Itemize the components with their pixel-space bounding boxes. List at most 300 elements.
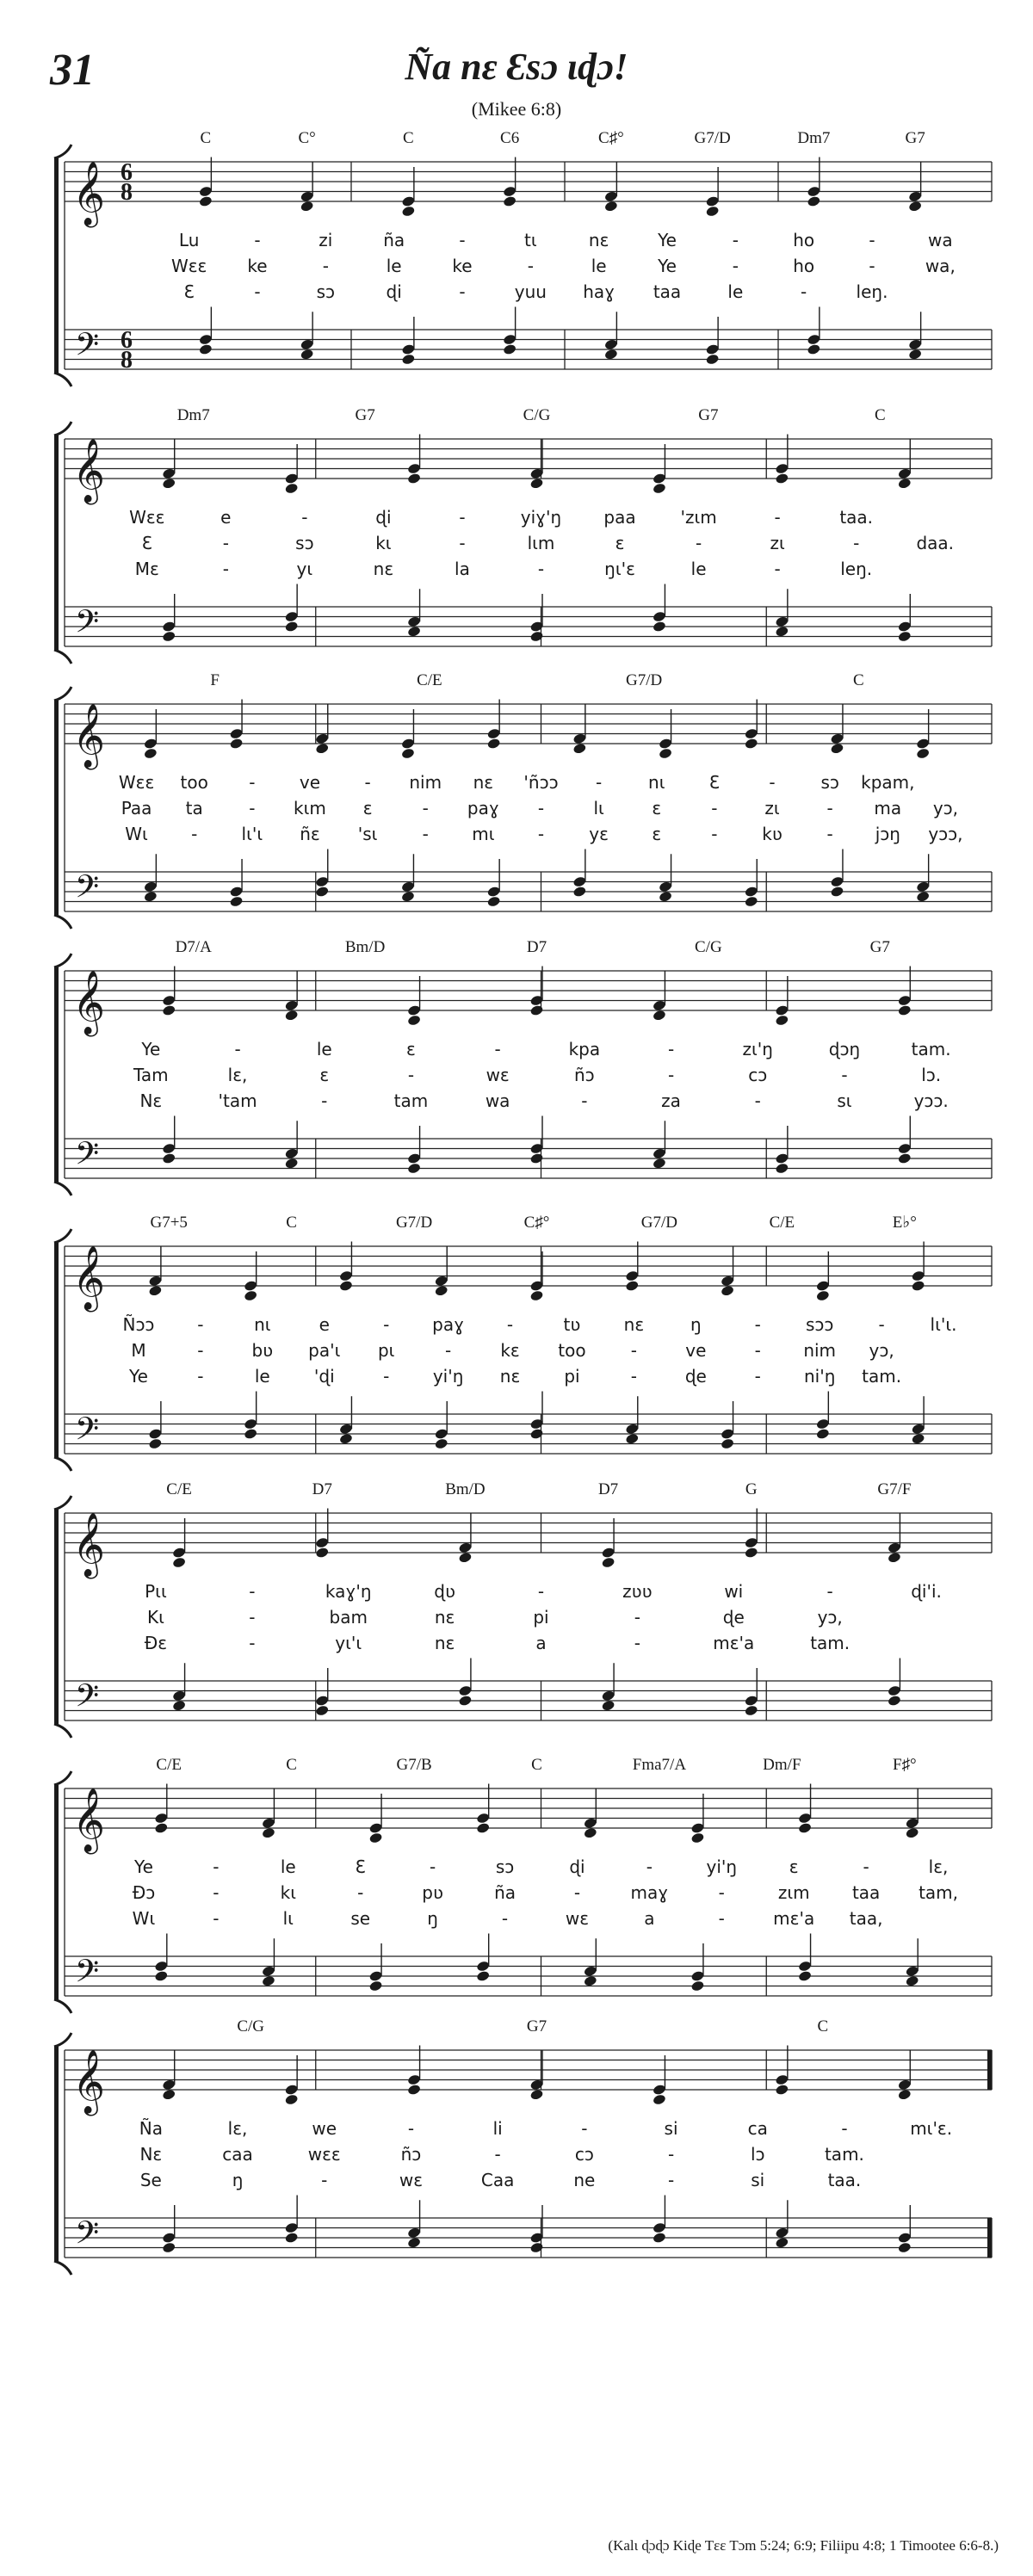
bass-note — [911, 1433, 925, 1445]
lyric-syllable: Ye — [134, 1856, 153, 1877]
bass-note — [897, 1152, 912, 1164]
lyric-syllable: tɩ — [524, 230, 537, 250]
lyric-syllable: zɩm — [777, 1882, 810, 1903]
treble-note — [798, 1822, 813, 1834]
treble-note — [659, 747, 673, 759]
lyric-syllable: - — [357, 1882, 364, 1903]
lyric-syllable: nim — [409, 772, 442, 793]
lyric-syllable: ña — [383, 230, 405, 250]
final-barline — [987, 2050, 992, 2090]
lyric-syllable: Ɖɛ — [144, 1633, 168, 1653]
bass-note — [284, 2232, 299, 2244]
treble-note — [807, 195, 821, 207]
lyric-syllable: mɩ — [472, 824, 495, 844]
lyric-syllable: le — [690, 559, 707, 579]
lyric-syllable: Wɛɛ — [170, 256, 207, 276]
treble-note — [434, 1285, 448, 1297]
lyric-syllable: sɔ — [820, 772, 839, 793]
treble-note — [744, 738, 758, 750]
lyric-syllable: yɛ — [589, 824, 609, 844]
lyric-syllable: - — [667, 1039, 675, 1059]
treble-note — [162, 478, 176, 490]
lyric-syllable: yɔɔ, — [928, 824, 963, 844]
lyric-syllable: ñɛ — [300, 824, 320, 844]
lyric-syllable: yɔ, — [932, 798, 959, 819]
lyric-syllable: ɖi — [375, 507, 392, 528]
lyric-syllable: zʋʋ — [622, 1581, 653, 1602]
lyric-syllable: nɛ — [623, 1314, 645, 1335]
bass-note — [807, 343, 821, 355]
bass-clef: 𝄢 — [74, 1953, 100, 1998]
system-bracket — [54, 915, 71, 929]
lyric-syllable: Nɛ — [139, 2144, 163, 2165]
lyric-syllable: - — [459, 281, 466, 302]
lyric-syllable: sɔ — [295, 533, 314, 553]
chord-symbol: Bm/D — [344, 938, 386, 956]
lyric-syllable: nɩ — [648, 772, 665, 793]
treble-clef: 𝄞 — [72, 2050, 105, 2114]
lyric-syllable: kʋ — [762, 824, 782, 844]
lyric-syllable: ɛ — [789, 1856, 799, 1877]
treble-note — [897, 478, 912, 490]
lyric-syllable: yɩ'ɩ — [335, 1633, 362, 1653]
bass-note — [601, 1700, 615, 1712]
bass-note — [229, 895, 244, 907]
chord-symbol: G7/B — [396, 1756, 432, 1774]
bass-clef: 𝄢 — [74, 868, 100, 913]
treble-note — [407, 1014, 422, 1026]
lyric-syllable: tam — [393, 1090, 429, 1111]
lyric-syllable: - — [596, 772, 603, 793]
lyric-syllable: Tam — [133, 1065, 169, 1085]
lyric-syllable: kpa — [568, 1039, 601, 1059]
lyric-syllable: - — [863, 1856, 869, 1877]
lyric-syllable: - — [430, 1856, 436, 1877]
treble-note — [339, 1280, 354, 1292]
lyric-syllable: ŋ — [690, 1314, 702, 1335]
bass-clef: 𝄢 — [74, 1677, 100, 1722]
lyric-syllable: - — [634, 1633, 640, 1653]
lyric-syllable: - — [869, 256, 875, 276]
lyric-syllable: nɛ — [499, 1366, 521, 1387]
lyric-syllable: nɛ — [434, 1633, 455, 1653]
system-bracket — [54, 1785, 59, 1999]
lyric-syllable: tʋ — [563, 1314, 581, 1335]
lyric-syllable: Nɛ — [139, 1090, 163, 1111]
lyric-syllable: - — [494, 2144, 501, 2165]
treble-note — [775, 473, 789, 485]
lyric-syllable: tam. — [810, 1633, 851, 1653]
system-bracket — [54, 1999, 71, 2013]
system-bracket — [54, 650, 71, 664]
chord-symbol: C — [853, 671, 864, 689]
lyric-syllable: kɩm — [294, 798, 326, 819]
lyric-syllable: ɖi — [386, 281, 402, 302]
lyric-syllable: lɛ, — [227, 2118, 248, 2139]
treble-clef: 𝄞 — [72, 1788, 105, 1852]
lyric-syllable: - — [459, 533, 466, 553]
lyric-syllable: si — [751, 2170, 765, 2190]
lyric-syllable: ɛ — [652, 824, 662, 844]
bass-note — [916, 891, 931, 903]
lyric-syllable: - — [581, 2118, 588, 2139]
bass-note — [148, 1437, 163, 1449]
bass-clef: 𝄢 — [74, 326, 100, 371]
chord-symbol: Bm/D — [445, 1480, 486, 1498]
lyric-syllable: pa'ɩ — [308, 1340, 341, 1361]
treble-note — [154, 1822, 169, 1834]
lyric-syllable: ɖe — [722, 1607, 745, 1628]
lyric-syllable: - — [301, 507, 308, 528]
bass-note — [486, 895, 501, 907]
lyric-syllable: - — [667, 2170, 675, 2190]
lyric-syllable: leŋ. — [856, 281, 888, 302]
treble-note — [653, 1010, 667, 1022]
lyric-syllable: lɩm — [527, 533, 555, 553]
treble-note — [368, 1832, 383, 1844]
lyric-syllable: kɛ — [500, 1340, 520, 1361]
lyric-syllable: le — [280, 1856, 296, 1877]
lyric-syllable: Pɩɩ — [145, 1581, 167, 1602]
lyric-syllable: le — [386, 256, 402, 276]
treble-note — [315, 1547, 330, 1559]
bass-note — [434, 1437, 448, 1449]
treble-note — [916, 747, 931, 759]
lyric-syllable: maɣ — [630, 1882, 669, 1903]
bass-note — [262, 1975, 276, 1987]
lyric-syllable: caa — [222, 2144, 253, 2165]
lyric-syllable: - — [222, 559, 229, 579]
system-bracket — [54, 1457, 71, 1471]
treble-note — [407, 2084, 422, 2096]
chord-symbol: G7+5 — [150, 1214, 188, 1232]
chord-symbol: Dm/F — [763, 1756, 801, 1774]
lyric-syllable: le — [254, 1366, 270, 1387]
treble-note — [625, 1280, 640, 1292]
lyric-syllable: - — [630, 1366, 638, 1387]
treble-note — [690, 1832, 705, 1844]
lyric-syllable: ne — [573, 2170, 596, 2190]
system-bracket — [54, 1771, 71, 1785]
time-signature: 8 — [121, 347, 133, 374]
lyric-syllable: ñɔ — [574, 1065, 595, 1085]
lyric-syllable: - — [537, 1581, 545, 1602]
lyric-syllable: taa, — [849, 1908, 883, 1929]
lyric-syllable: lɔ. — [921, 1065, 942, 1085]
lyric-syllable: yi'ŋ — [706, 1856, 738, 1877]
lyric-syllable: - — [422, 798, 429, 819]
lyric-syllable: Ɛ — [355, 1856, 366, 1877]
lyric-syllable: e — [220, 507, 232, 528]
bass-note — [775, 626, 789, 638]
lyric-syllable: lɛ, — [227, 1065, 248, 1085]
chord-symbol: C/E — [769, 1214, 795, 1232]
chord-symbol: D7/A — [175, 938, 212, 956]
lyric-syllable: lɩ'ɩ — [241, 824, 263, 844]
lyric-syllable: yɔ, — [817, 1607, 843, 1628]
lyric-syllable: mɛ'a — [713, 1633, 755, 1653]
bass-note — [458, 1695, 473, 1707]
lyric-syllable: yɔɔ. — [913, 1090, 949, 1111]
lyric-syllable: Wɛɛ — [118, 772, 155, 793]
lyric-syllable: pi — [533, 1607, 549, 1628]
lyric-syllable: ɛ — [319, 1065, 330, 1085]
chord-symbol: G7 — [869, 938, 890, 956]
bass-note — [154, 1970, 169, 1982]
lyric-syllable: - — [254, 281, 261, 302]
lyric-syllable: - — [506, 1314, 514, 1335]
lyric-syllable: le — [316, 1039, 332, 1059]
treble-note — [476, 1822, 491, 1834]
chord-symbol: G7/D — [626, 671, 663, 689]
bass-note — [172, 1700, 187, 1712]
treble-note — [897, 1004, 912, 1016]
chord-symbol: D7 — [312, 1480, 332, 1498]
treble-note — [604, 201, 619, 213]
lyric-syllable: ña — [494, 1882, 516, 1903]
bass-note — [908, 349, 923, 361]
bass-note — [690, 1980, 705, 1992]
bass-note — [476, 1970, 491, 1982]
lyric-syllable: ɖe — [684, 1366, 707, 1387]
lyric-syllable: - — [213, 1882, 220, 1903]
lyric-syllable: kaɣ'ŋ — [325, 1581, 372, 1602]
lyric-syllable: - — [197, 1366, 204, 1387]
treble-note — [775, 1014, 789, 1026]
lyric-syllable: - — [321, 2170, 328, 2190]
treble-note — [300, 201, 314, 213]
system-bracket — [54, 1182, 71, 1195]
lyric-syllable: wa — [485, 1090, 510, 1111]
lyric-syllable: ɛ — [406, 1039, 416, 1059]
lyric-syllable: - — [754, 1314, 761, 1335]
system-bracket — [54, 145, 71, 158]
bass-note — [705, 353, 720, 365]
lyric-syllable: - — [695, 533, 702, 553]
lyric-syllable: - — [383, 1314, 390, 1335]
lyric-syllable: yɩ — [296, 559, 313, 579]
chord-symbol: E♭° — [892, 1214, 917, 1232]
lyric-syllable: tam. — [862, 1366, 902, 1387]
bass-note — [368, 1980, 383, 1992]
lyric-syllable: tam. — [911, 1039, 951, 1059]
lyric-syllable: 'ñɔɔ — [523, 772, 559, 793]
chord-symbol: G7/F — [877, 1480, 912, 1498]
system-bracket — [54, 954, 71, 967]
bass-note — [625, 1433, 640, 1445]
system-bracket — [54, 422, 71, 436]
bass-note — [401, 891, 416, 903]
lyric-syllable: paɣ — [467, 798, 499, 819]
treble-note — [199, 195, 213, 207]
lyric-syllable: mɛ'a — [773, 1908, 815, 1929]
treble-note — [816, 1289, 831, 1301]
lyric-syllable: - — [249, 1607, 256, 1628]
treble-note — [744, 1547, 758, 1559]
treble-note — [830, 743, 844, 755]
lyric-syllable: le — [727, 281, 744, 302]
treble-note — [775, 2084, 789, 2096]
treble-note — [458, 1552, 473, 1564]
bass-note — [529, 1152, 544, 1164]
lyric-syllable: pɩ — [377, 1340, 395, 1361]
time-signature: 6 — [121, 159, 133, 186]
lyric-syllable: Wɩ — [132, 1908, 156, 1929]
lyric-syllable: - — [459, 507, 466, 528]
lyric-syllable: leŋ. — [840, 559, 873, 579]
bass-note — [144, 891, 158, 903]
lyric-syllable: Ye — [141, 1039, 161, 1059]
system-bracket — [54, 1243, 59, 1457]
lyric-syllable: - — [197, 1340, 204, 1361]
treble-note — [315, 743, 330, 755]
lyric-syllable: - — [646, 1856, 653, 1877]
lyric-syllable: wɛ — [486, 1065, 510, 1085]
treble-clef: 𝄞 — [72, 971, 105, 1035]
lyric-syllable: - — [459, 230, 466, 250]
bass-note — [401, 353, 416, 365]
treble-note — [721, 1285, 735, 1297]
lyric-syllable: mɩ'ɛ. — [910, 2118, 953, 2139]
lyric-syllable: nɛ — [588, 230, 609, 250]
treble-note — [172, 1556, 187, 1568]
chord-symbol: Fma7/A — [632, 1756, 687, 1774]
system-bracket — [54, 967, 59, 1182]
lyric-syllable: - — [711, 824, 718, 844]
lyric-syllable: Ye — [658, 256, 677, 276]
chord-symbol: C — [286, 1214, 297, 1232]
chord-symbol: D7 — [597, 1480, 619, 1498]
lyric-syllable: - — [878, 1314, 885, 1335]
lyric-syllable: - — [249, 772, 256, 793]
lyric-syllable: - — [718, 1882, 725, 1903]
lyric-syllable: zɩ — [764, 798, 780, 819]
lyric-syllable: - — [249, 798, 256, 819]
lyric-syllable: 'tam — [218, 1090, 257, 1111]
lyric-syllable: - — [841, 2118, 848, 2139]
lyric-syllable: - — [754, 1090, 761, 1111]
chord-symbol: Dm7 — [176, 406, 210, 424]
lyric-syllable: - — [826, 824, 833, 844]
lyric-syllable: M — [131, 1340, 146, 1361]
lyric-syllable: too — [558, 1340, 586, 1361]
lyric-syllable: - — [634, 1607, 640, 1628]
lyric-syllable: sɔɔ — [805, 1314, 834, 1335]
bass-clef: 𝄢 — [74, 2215, 100, 2259]
lyric-syllable: lɛ, — [928, 1856, 949, 1877]
lyric-syllable: ɖʋ — [434, 1581, 455, 1602]
lyric-syllable: lɩ — [593, 798, 604, 819]
lyric-syllable: taa — [851, 1882, 881, 1903]
lyric-syllable: - — [222, 533, 229, 553]
lyric-syllable: Mɛ — [134, 559, 159, 579]
system-bracket — [54, 1724, 71, 1738]
bass-note — [816, 1428, 831, 1440]
lyric-syllable: Ye — [658, 230, 677, 250]
chord-symbol: F♯° — [892, 1756, 917, 1774]
lyric-syllable: - — [826, 1581, 833, 1602]
treble-note — [229, 738, 244, 750]
lyric-syllable: le — [591, 256, 607, 276]
lyric-syllable: cɔ — [574, 2144, 594, 2165]
lyric-syllable: ve — [299, 772, 321, 793]
lyric-syllable: Ña — [139, 2118, 163, 2139]
lyric-syllable: Kɩ — [146, 1607, 164, 1628]
lyric-syllable: sɔ — [316, 281, 336, 302]
lyric-syllable: - — [249, 1633, 256, 1653]
lyric-syllable: 'ɖi — [313, 1366, 335, 1387]
treble-clef: 𝄞 — [72, 439, 105, 503]
treble-note — [908, 201, 923, 213]
chord-symbol: G7 — [905, 129, 925, 147]
lyric-syllable: taa. — [839, 507, 874, 528]
lyric-syllable: - — [732, 256, 739, 276]
bass-note — [653, 2232, 667, 2244]
lyric-syllable: - — [213, 1908, 220, 1929]
lyric-syllable: ve — [685, 1340, 707, 1361]
chord-symbol: C6 — [500, 129, 520, 147]
lyric-syllable: Paa — [121, 798, 152, 819]
lyric-syllable: ɖɔŋ — [828, 1039, 861, 1059]
chord-symbol: C° — [298, 129, 316, 147]
lyric-syllable: lɩ — [282, 1908, 294, 1929]
bass-clef: 𝄢 — [74, 603, 100, 648]
lyric-syllable: pʋ — [422, 1882, 443, 1903]
lyric-syllable: ma — [874, 798, 902, 819]
chord-symbol: C/G — [237, 2017, 265, 2035]
treble-note — [407, 473, 422, 485]
chord-symbol: G7 — [526, 2017, 547, 2035]
lyric-syllable: ŋ — [232, 2170, 244, 2190]
lyric-syllable: Caa — [480, 2170, 515, 2190]
bass-note — [300, 349, 314, 361]
lyric-syllable: ni'ŋ — [803, 1366, 836, 1387]
chord-symbol: C/G — [695, 938, 722, 956]
lyric-syllable: - — [667, 2144, 675, 2165]
lyric-syllable: paa — [603, 507, 636, 528]
lyric-syllable: Ɛ — [708, 772, 721, 793]
lyric-syllable: - — [197, 1314, 204, 1335]
lyric-syllable: we — [312, 2118, 337, 2139]
lyric-syllable: - — [841, 1065, 848, 1085]
treble-note — [529, 1289, 544, 1301]
lyric-syllable: ɛ — [652, 798, 662, 819]
time-signature: 6 — [121, 327, 133, 354]
lyric-syllable: ɛ — [615, 533, 625, 553]
lyric-syllable: wɛ — [399, 2170, 424, 2190]
lyric-syllable: - — [191, 824, 198, 844]
chord-symbol: C/E — [417, 671, 442, 689]
lyric-syllable: ke — [247, 256, 268, 276]
treble-note — [529, 2089, 544, 2101]
system-bracket — [54, 2033, 71, 2047]
treble-note — [653, 482, 667, 494]
lyric-syllable: la — [455, 559, 470, 579]
lyric-syllable: Wɩ — [125, 824, 148, 844]
treble-note — [584, 1827, 598, 1839]
chord-symbol: G7/D — [694, 129, 731, 147]
lyric-syllable: - — [537, 559, 545, 579]
treble-note — [486, 738, 501, 750]
chord-symbol: C — [874, 406, 886, 424]
treble-note — [705, 205, 720, 217]
chord-symbol: F — [210, 671, 220, 689]
lyric-syllable: Lu — [178, 230, 200, 250]
lyric-syllable: ɛ — [362, 798, 373, 819]
bass-note — [162, 2241, 176, 2253]
lyric-syllable: - — [422, 824, 429, 844]
lyric-syllable: ho — [793, 230, 815, 250]
